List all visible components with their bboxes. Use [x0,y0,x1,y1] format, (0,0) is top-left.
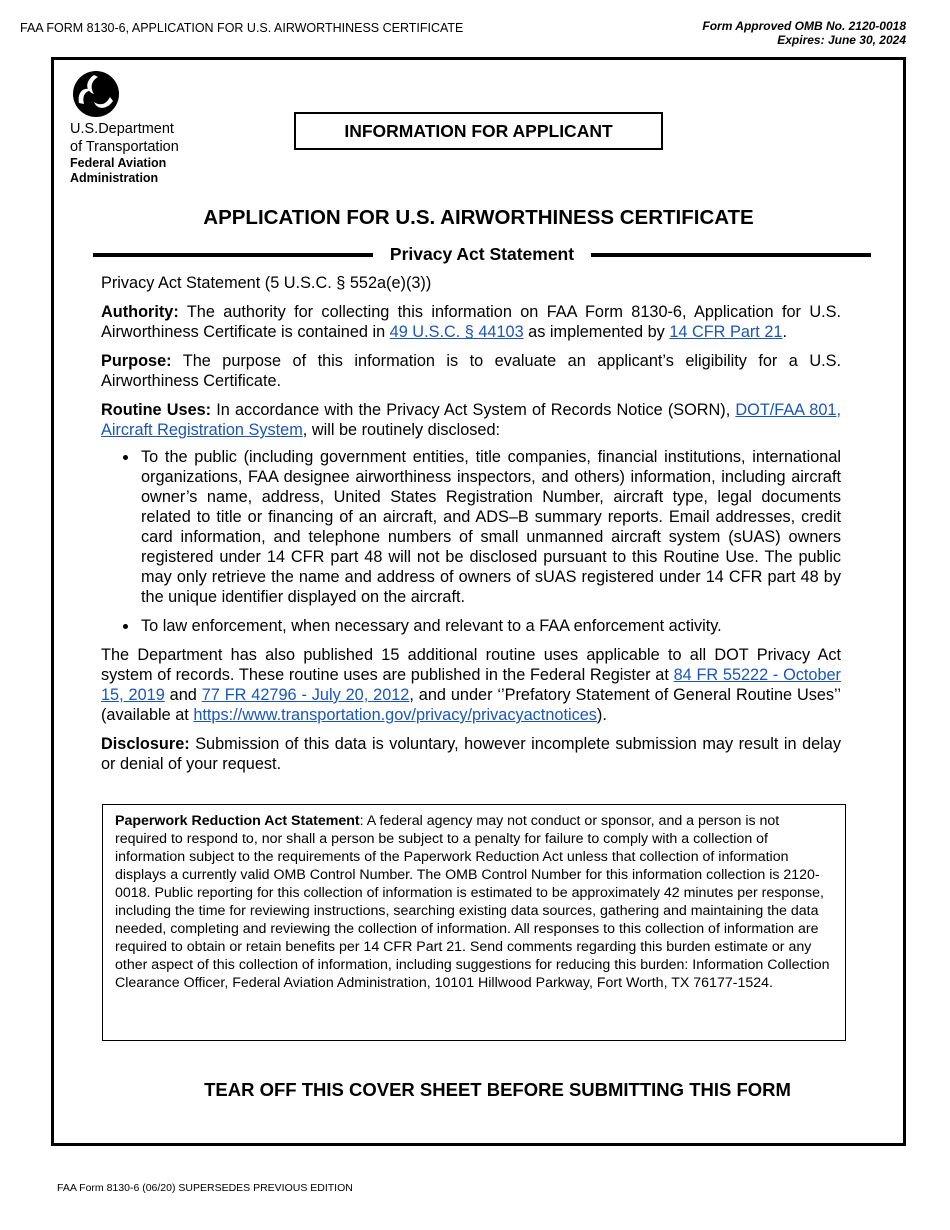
authority-text: The authority for collecting this information on FAA Form 8130-6, Application for U.S. Airworthiness Certificate is contained in [101,303,841,341]
paperwork-reduction-act-box [102,804,846,1041]
privacy-act-heading-label: Privacy Act Statement [389,244,575,264]
heading-rule-left [93,253,373,257]
routine-uses-text: , will be routinely disclosed: [302,421,501,439]
authority-text: . [782,323,787,341]
authority-label: Authority: [101,303,179,321]
cover-sheet-frame [51,57,906,1146]
heading-rule-right [591,253,871,257]
list-item: • To law enforcement, when necessary and relevant to a FAA enforcement activity. [139,616,841,636]
disclosure-paragraph [101,734,841,774]
routine-uses-text: In accordance with the Privacy Act System of Records Notice (SORN), [211,401,736,419]
link-14-cfr-part-21[interactable]: 14 CFR Part 21 [669,323,783,341]
department-text: and [164,686,202,704]
routine-uses-label: Routine Uses: [101,401,212,419]
purpose-paragraph [101,351,841,391]
faa-name-line2: Administration [70,171,159,185]
form-header-title: FAA FORM 8130-6, APPLICATION FOR U.S. AIRWORTHINESS CERTIFICATE [20,21,464,35]
link-dot-faa-801[interactable]: DOT/FAA 801, Aircraft Registration System [101,401,841,439]
link-84-fr-55222[interactable]: 84 FR 55222 - October 15, 2019 [101,666,841,704]
expiration-date: Expires: June 30, 2024 [777,33,906,47]
dot-name-line1: U.S.Department [70,121,174,137]
dot-name-line2: of Transportation [70,139,179,155]
faa-name-line1: Federal Aviation [70,156,167,170]
tear-off-notice: TEAR OFF THIS COVER SHEET BEFORE SUBMITTING THIS FORM [204,1079,791,1100]
purpose-text: The purpose of this information is to evaluate an applicant’s eligibility for a U.S. Airworthiness Certificate. [101,352,841,390]
privacy-act-body [101,273,841,783]
link-77-fr-42796[interactable]: 77 FR 42796 - July 20, 2012 [201,686,410,704]
dot-triskelion-logo-icon [71,71,121,117]
authority-text: as implemented by [523,323,670,341]
omb-approval [702,19,906,47]
department-text: The Department has also published 15 additional routine uses applicable to all DOT Privacy Act system of records. These routine uses are published in the Federal Register at [101,646,841,684]
form-footer: FAA Form 8130-6 (06/20) SUPERSEDES PREVIOUS EDITION [57,1182,353,1194]
privacy-intro: Privacy Act Statement (5 U.S.C. § 552a(e)(3)) [101,274,432,292]
department-paragraph [101,645,841,725]
purpose-label: Purpose: [101,352,172,370]
department-text: ). [596,706,607,724]
list-item: • To the public (including government entities, title companies, financial institutions, international organizations, FAA designee airworthiness inspectors, and others) information, including aircraft owner’s name, address, United States Registration Number, aircraft type, legal documents related to title or financing of an aircraft, and ADS–B summary reports. Email addresses, credit card information, and telephone numbers of small unmanned aircraft system (sUAS) owners registered under 14 CFR part 48 will not be disclosed pursuant to this Routine Use. The public may only retrieve the name and address of owners of sUAS registered under 14 CFR part 48 by the unique identifier displayed on the aircraft. [139,447,841,607]
dot-logo-block [70,71,220,186]
link-49-usc-44103[interactable]: 49 U.S.C. § 44103 [389,323,524,341]
disclosure-label: Disclosure: [101,735,190,753]
information-for-applicant-box: INFORMATION FOR APPLICANT [294,112,663,150]
pra-text: : A federal agency may not conduct or sponsor, and a person is not required to respond to, nor shall a person be subject to a penalty for failure to comply with a collection of information subject to the requirements of the Paperwork Reduction Act unless that collection of information displays a currently valid OMB Control Number. The OMB Control Number for this information collection is 2120-0018. Public reporting for this collection of information is estimated to be approximately 42 minutes per response, including the time for reviewing instructions, searching existing data sources, gathering and maintaining the data needed, completing and reviewing the collection of information. All responses to this collection of information are required to obtain or retain benefits per 14 CFR Part 21. Send comments regarding this burden estimate or any other aspect of this collection of information, including suggestions for reducing this burden: Information Collection Clearance Officer, Federal Aviation Administration, 10101 Hillwood Parkway, Fort Worth, TX 76177-1524. [115,813,830,991]
omb-number: Form Approved OMB No. 2120-0018 [702,19,906,33]
page-title: APPLICATION FOR U.S. AIRWORTHINESS CERTIFICATE [203,206,754,229]
privacy-act-heading [93,242,871,266]
authority-paragraph [101,302,841,342]
department-text: , and under ‘’Prefatory Statement of General Routine Uses’’ (available at [101,686,841,724]
pra-label: Paperwork Reduction Act Statement [115,813,360,829]
routine-uses-paragraph [101,400,841,440]
link-privacy-act-notices[interactable]: https://www.transportation.gov/privacy/privacyactnotices [193,706,597,724]
disclosure-text: Submission of this data is voluntary, however incomplete submission may result in delay or denial of your request. [101,735,841,773]
routine-uses-list [101,447,841,636]
